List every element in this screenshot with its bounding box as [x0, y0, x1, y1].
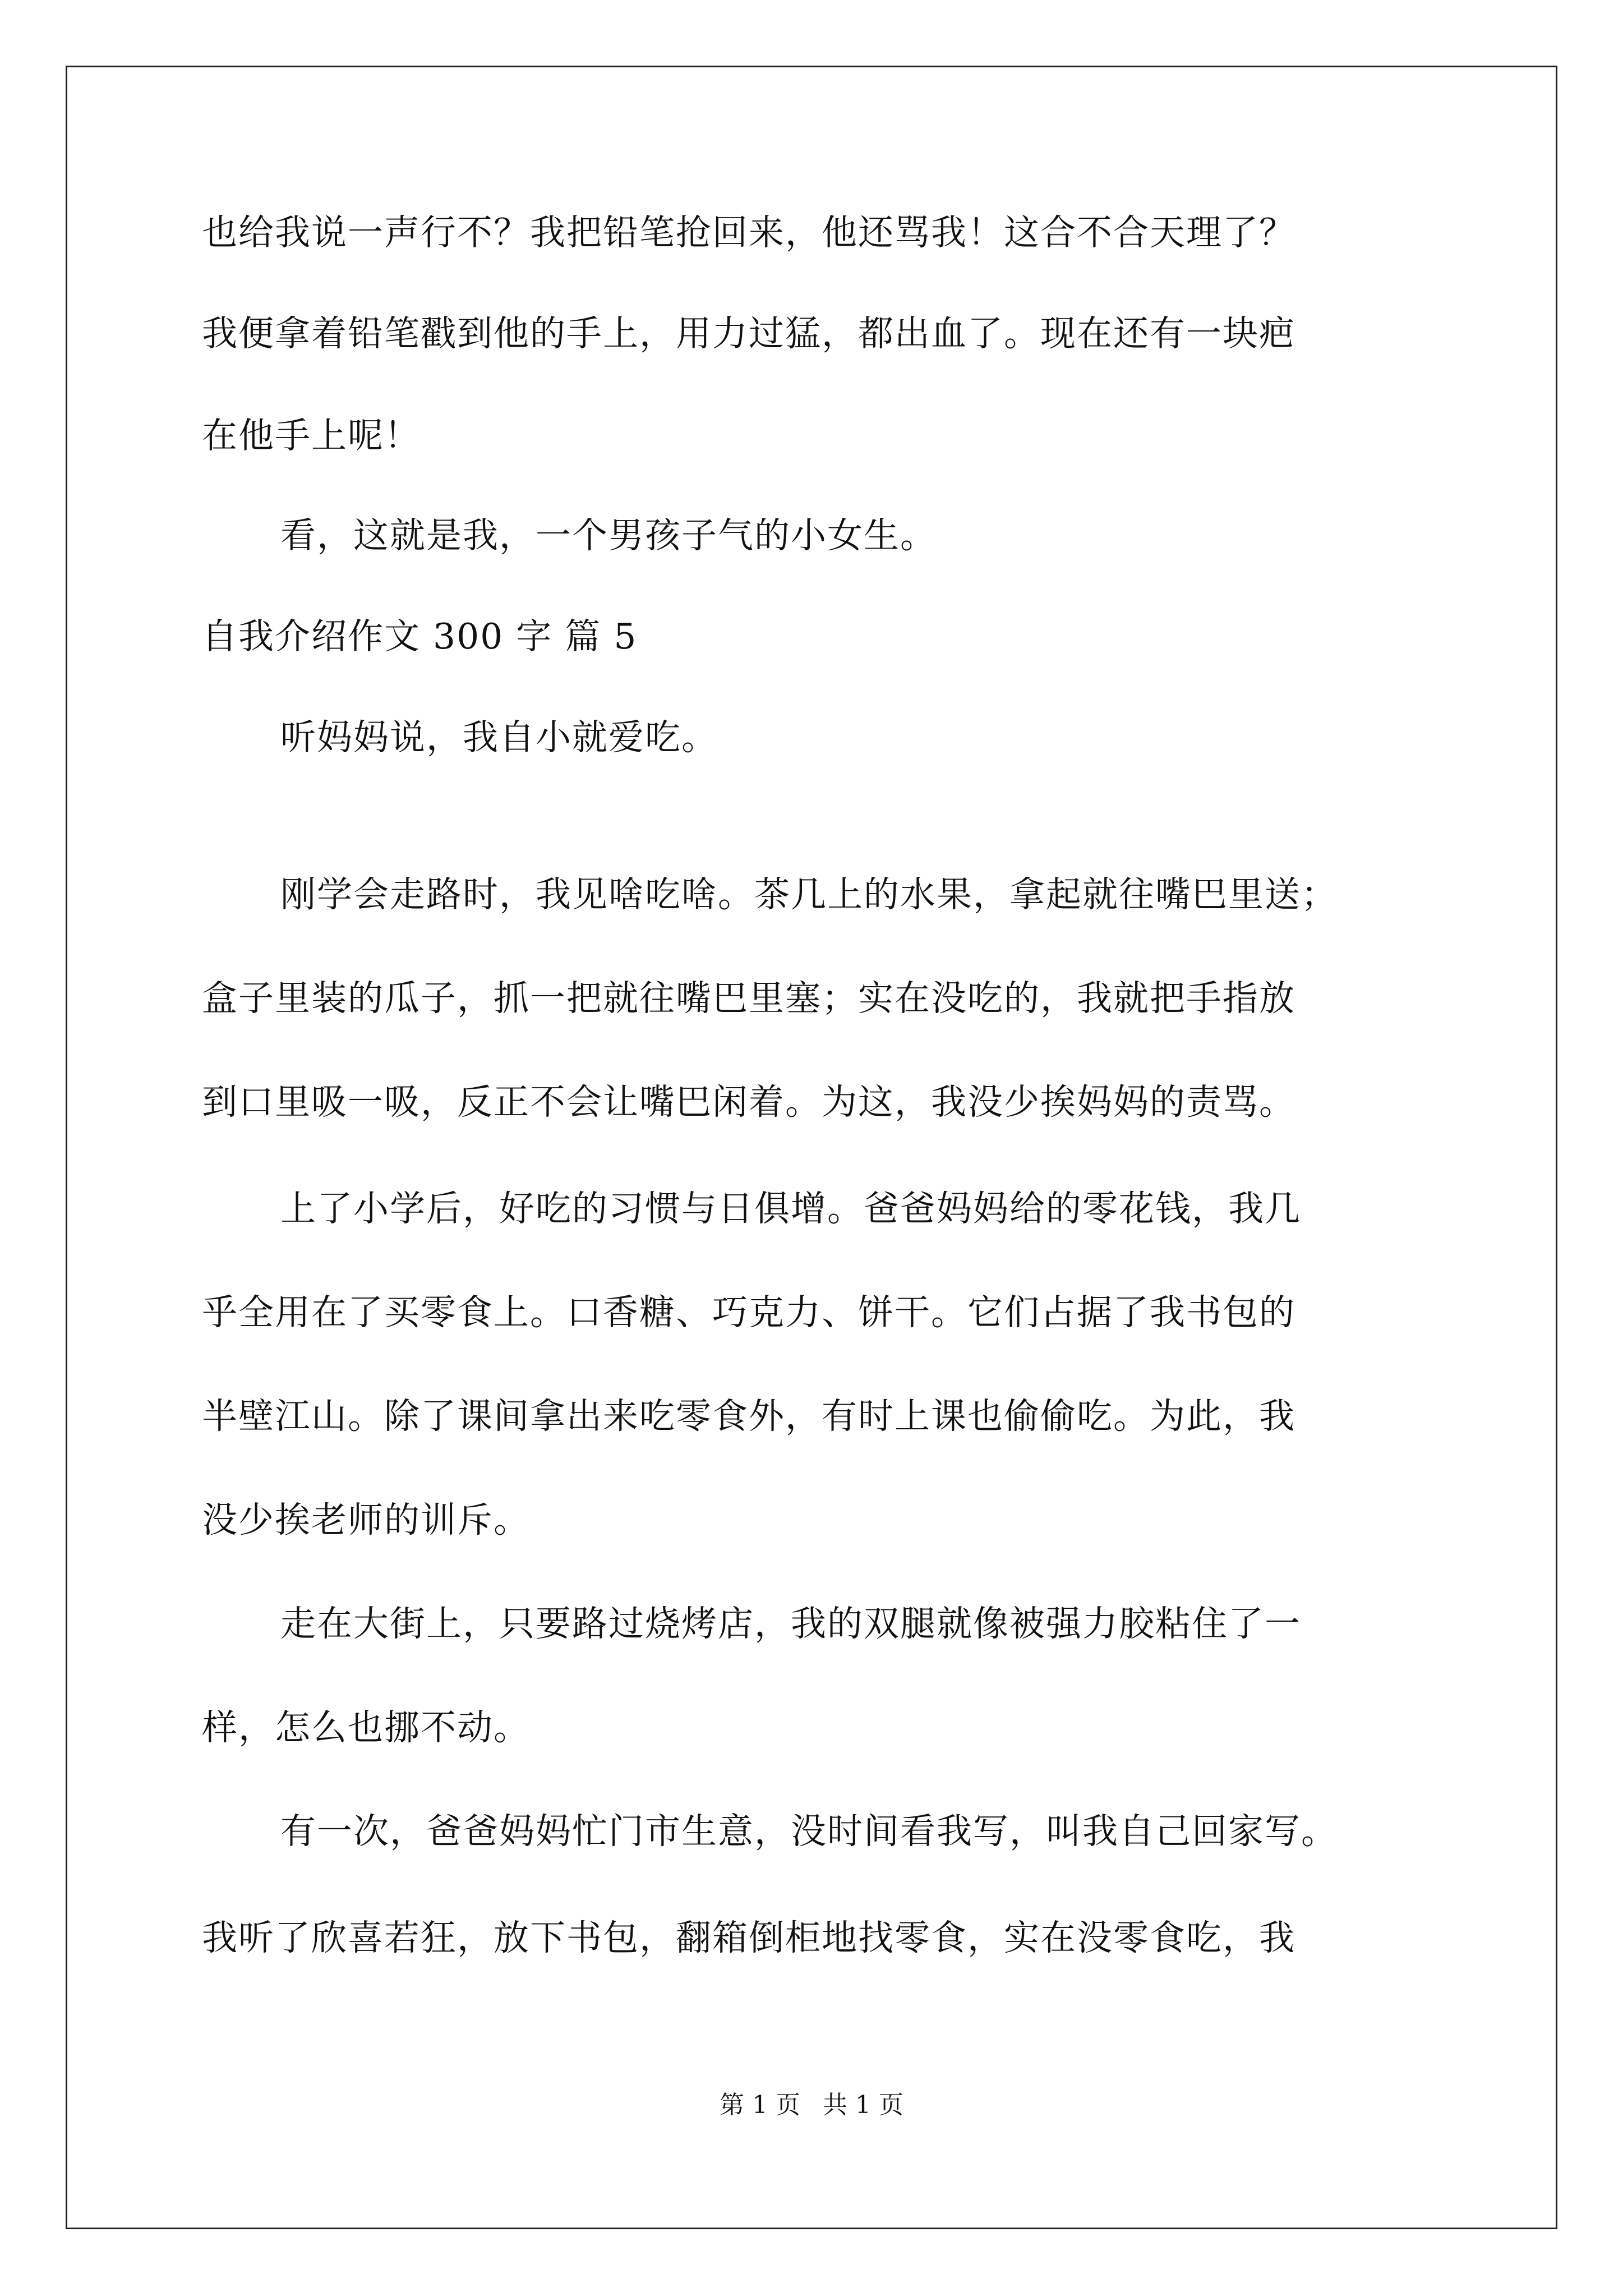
text-line: 我便拿着铅笔戳到他的手上，用力过猛，都出血了。现在还有一块疤 [202, 313, 1295, 354]
text-line: 也给我说一声行不？我把铅笔抢回来，他还骂我！这合不合天理了？ [202, 212, 1295, 253]
text-line: 在他手上呢！ [202, 415, 421, 456]
page-border [66, 66, 1557, 2229]
text-line: 乎全用在了买零食上。口香糖、巧克力、饼干。它们占据了我书包的 [202, 1292, 1295, 1333]
text-line: 样，怎么也挪不动。 [202, 1707, 530, 1748]
text-line: 到口里吸一吸，反正不会让嘴巴闲着。为这，我没少挨妈妈的责骂。 [202, 1082, 1295, 1122]
paragraph-start-line: 看，这就是我，一个男孩子气的小女生。 [280, 515, 937, 556]
page-total: 共 1 页 [823, 2091, 903, 2119]
section-heading: 自我介绍作文 300 字 篇 5 [202, 616, 638, 657]
text-line: 我听了欣喜若狂，放下书包，翻箱倒柜地找零食，实在没零食吃，我 [202, 1917, 1295, 1958]
page-number: 第 1 页 [720, 2091, 800, 2119]
paragraph-start-line: 上了小学后，好吃的习惯与日俱增。爸爸妈妈给的零花钱，我几 [280, 1188, 1301, 1229]
text-line: 盒子里装的瓜子，抓一把就往嘴巴里塞；实在没吃的，我就把手指放 [202, 978, 1295, 1019]
text-line: 半壁江山。除了课间拿出来吃零食外，有时上课也偷偷吃。为此，我 [202, 1396, 1295, 1437]
paragraph-start-line: 听妈妈说，我自小就爱吃。 [280, 717, 718, 758]
paragraph-start-line: 走在大街上，只要路过烧烤店，我的双腿就像被强力胶粘住了一 [280, 1603, 1301, 1644]
page-footer [0, 2090, 1623, 2121]
text-line: 没少挨老师的训斥。 [202, 1499, 530, 1540]
paragraph-start-line: 刚学会走路时，我见啥吃啥。茶几上的水果，拿起就往嘴巴里送； [280, 874, 1338, 915]
paragraph-start-line: 有一次，爸爸妈妈忙门市生意，没时间看我写，叫我自己回家写。 [280, 1811, 1338, 1852]
